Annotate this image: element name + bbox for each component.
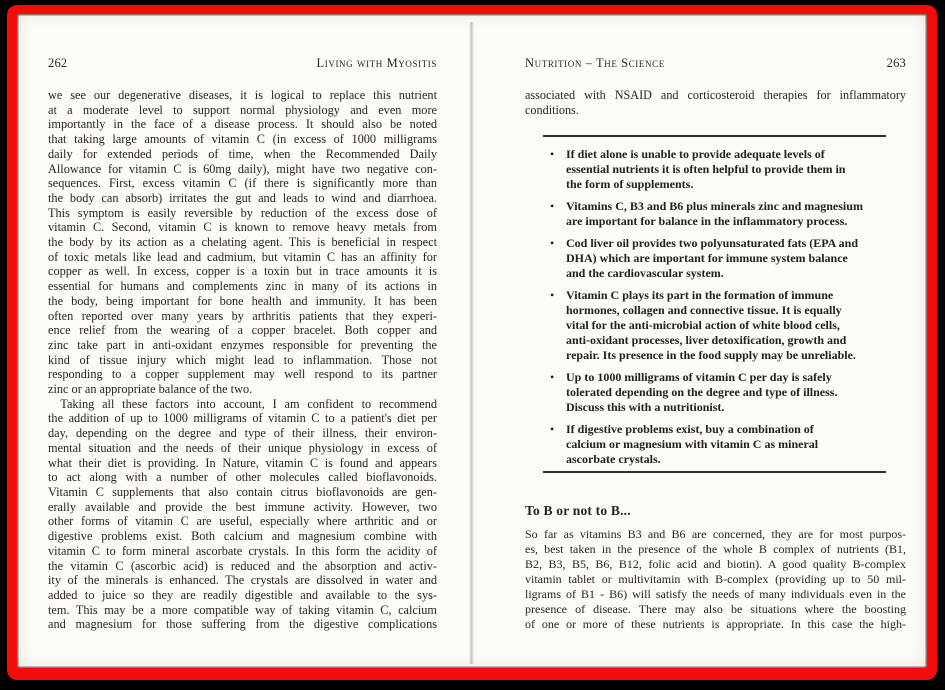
bullet-item xyxy=(525,288,906,363)
bullet-icon: • xyxy=(550,422,555,436)
text-line: Up to 1000 milligrams of vitamin C per day is safely xyxy=(566,370,832,384)
page-right xyxy=(525,56,906,631)
text-line: and the cardiovascular system. xyxy=(566,266,724,280)
rule-top xyxy=(543,135,886,137)
text-line: Vitamin C plays its part in the formation of immune xyxy=(566,288,834,302)
running-header-right: Nutrition – The Science xyxy=(525,56,665,70)
text-line: conditions. xyxy=(525,103,579,117)
text-line: daily for extended periods of time, when the Recommended Daily xyxy=(48,146,437,161)
left-page-body xyxy=(48,88,437,632)
text-line: vitamin C. Second, vitamin C is known to remove heavy metals from xyxy=(48,220,437,235)
bullet-icon: • xyxy=(550,199,555,213)
text-line: the addition of up to 1000 milligrams of vitamin C to a patient's diet per xyxy=(48,411,437,426)
bullet-list xyxy=(525,147,906,474)
text-line: Allowance for vitamin C is 60mg daily), might have two negative con- xyxy=(48,161,437,176)
text-line: the body can absorb) irritates the gut and leads to wind and diarrhoea. xyxy=(48,190,437,205)
text-line: that taking large amounts of vitamin C (in excess of 1000 milligrams xyxy=(48,132,437,147)
text-line: ence relief from the wearing of a copper bracelet. Both copper and xyxy=(48,323,437,338)
page-number-left: 262 xyxy=(48,56,68,70)
bullet-item xyxy=(525,422,906,467)
text-line: Taking all these factors into account, I am confident to recommend xyxy=(48,396,437,411)
body-paragraph xyxy=(525,527,906,632)
page-left xyxy=(48,56,437,632)
text-line: zinc or an appropriate balance of the two. xyxy=(48,382,253,397)
paragraph-vitamin-c xyxy=(48,88,437,397)
text-line: mental situation and the needs of their unique physiology in excess of xyxy=(48,440,437,455)
bullet-text xyxy=(566,288,896,363)
bullet-text xyxy=(566,147,896,192)
bullet-text xyxy=(566,370,896,415)
text-line: the body, being important for bone health and immunity. It has been xyxy=(48,293,437,308)
text-line: other forms of vitamin C are useful, especially where arthritic and or xyxy=(48,514,437,529)
text-line: at a moderate level to support normal physiology and even more xyxy=(48,102,437,117)
bullet-icon: • xyxy=(550,147,555,161)
bullet-item xyxy=(525,199,906,229)
text-line: B2, B3, B5, B6, B12, folic acid and biotin). A good quality B-complex xyxy=(525,557,906,571)
text-line: essential nutrients it is often helpful to provide them in xyxy=(566,162,846,176)
scan-red-border xyxy=(7,5,937,680)
text-line: essential for humans and complements zinc in many of its actions in xyxy=(48,279,437,294)
text-line: If diet alone is unable to provide adequate levels of xyxy=(566,147,825,161)
text-line: responding to a copper supplement may well respond to its partner xyxy=(48,367,437,382)
text-line: we see our degenerative diseases, it is logical to replace this nutrient xyxy=(48,88,437,102)
text-line: Vitamin C supplements that also contain citrus bioflavonoids are gen- xyxy=(48,484,437,499)
text-line: associated with NSAID and corticosteroid therapies for inflammatory xyxy=(525,88,906,102)
page-gutter xyxy=(469,22,474,664)
text-line: kind of tissue injury which might lead to inflammation. Those not xyxy=(48,352,437,367)
text-line: are important for balance in the inflammatory process. xyxy=(566,214,848,228)
text-line: vitamin C to form mineral ascorbate crystals. In this form the acidity of xyxy=(48,543,437,558)
text-line: digestive problems exist. Both calcium and magnesium combine with xyxy=(48,529,437,544)
text-line: anti-oxidant processes, liver detoxification, growth and xyxy=(566,333,847,347)
bullet-text xyxy=(566,422,896,467)
text-line: So far as vitamins B3 and B6 are concerned, they are for most purpos- xyxy=(525,527,906,541)
text-line: sequences. First, excess vitamin C (if there is significantly more than xyxy=(48,176,437,191)
bullet-item xyxy=(525,147,906,192)
bullet-icon: • xyxy=(550,288,555,302)
text-line: Discuss this with a nutritionist. xyxy=(566,400,725,414)
text-line: presence of disease. There may also be situations where the boosting xyxy=(525,602,906,616)
bullet-text xyxy=(566,236,896,281)
text-line: copper as well. In excess, copper is a toxin but in trace amounts it is xyxy=(48,264,437,279)
text-line: of toxic metals like lead and cadmium, but vitamin C has an affinity for xyxy=(48,249,437,264)
text-line: ligrams of B1 - B6) will satisfy the needs of many individuals even in the xyxy=(525,587,906,601)
text-line: DHA) which are important for immune system balance xyxy=(566,251,848,265)
text-line: vitamin tablet or multivitamin with B-complex (providing up to 50 mil- xyxy=(525,572,906,586)
text-line: If digestive problems exist, buy a combination of xyxy=(566,422,814,436)
text-line: and magnesium for those suffering from the digestive complications xyxy=(48,617,437,632)
text-line: zinc take part in anti-oxidant enzymes responsible for preventing the xyxy=(48,337,437,352)
text-line: what their diet is providing. In Nature, vitamin C is found and appears xyxy=(48,455,437,470)
text-line: importantly in the face of a disease process. It should also be noted xyxy=(48,117,437,132)
text-line: Vitamins C, B3 and B6 plus minerals zinc and magnesium xyxy=(566,199,863,213)
text-line: hormones, collagen and connective tissue. It is equally xyxy=(566,303,842,317)
text-line: often reported over many years by arthritis patients that they experi- xyxy=(48,308,437,323)
section-heading: To B or not to B... xyxy=(525,503,631,518)
text-line: calcium or magnesium with vitamin C as mineral xyxy=(566,437,819,451)
intro-paragraph xyxy=(525,88,906,118)
bullet-icon: • xyxy=(550,370,555,384)
text-line: ascorbate crystals. xyxy=(566,452,661,466)
rule-bottom xyxy=(543,471,886,473)
running-header-left: Living with Myositis xyxy=(316,56,437,70)
text-line: This symptom is easily reversible by reduction of the excess dose of xyxy=(48,205,437,220)
text-line: tem. This may be a more compatible way of taking vitamin C, calcium xyxy=(48,602,437,617)
text-line: tolerated depending on the degree and type of illness. xyxy=(566,385,838,399)
text-line: Cod liver oil provides two polyunsaturated fats (EPA and xyxy=(566,236,859,250)
page-header-left xyxy=(48,56,437,71)
text-line: the body by its action as a chelating agent. This is beneficial in respect xyxy=(48,235,437,250)
text-line: of one or more of these nutrients is appropriate. In this case the high- xyxy=(525,617,906,631)
bullet-item xyxy=(525,370,906,415)
text-line: day, depending on the degree and type of their illness, their environ- xyxy=(48,426,437,441)
text-line: es, best taken in the presence of the whole B complex of nutrients (B1, xyxy=(525,542,906,556)
page-number-right: 263 xyxy=(886,56,906,70)
bullet-item xyxy=(525,236,906,281)
text-line: repair. Its presence in the food supply may be unreliable. xyxy=(566,348,856,362)
bullet-icon: • xyxy=(550,236,555,250)
text-line: ity of the minerals is enhanced. The crystals are dissolved in water and xyxy=(48,573,437,588)
text-line: to act along with a number of other molecules called bioflavonoids. xyxy=(48,470,437,485)
page-header-right xyxy=(525,56,906,71)
text-line: the form of supplements. xyxy=(566,177,694,191)
book-spread xyxy=(17,14,927,668)
text-line: added to juice so they are readily digestible and available to the sys- xyxy=(48,587,437,602)
bullet-text xyxy=(566,199,896,229)
text-line: vital for the anti-microbial action of white blood cells, xyxy=(566,318,840,332)
text-line: erally available and provide the best immune activity. However, two xyxy=(48,499,437,514)
paragraph-recommendation xyxy=(48,397,437,632)
text-line: the vitamin C (ascorbic acid) is reduced and the absorption and activ- xyxy=(48,558,437,573)
